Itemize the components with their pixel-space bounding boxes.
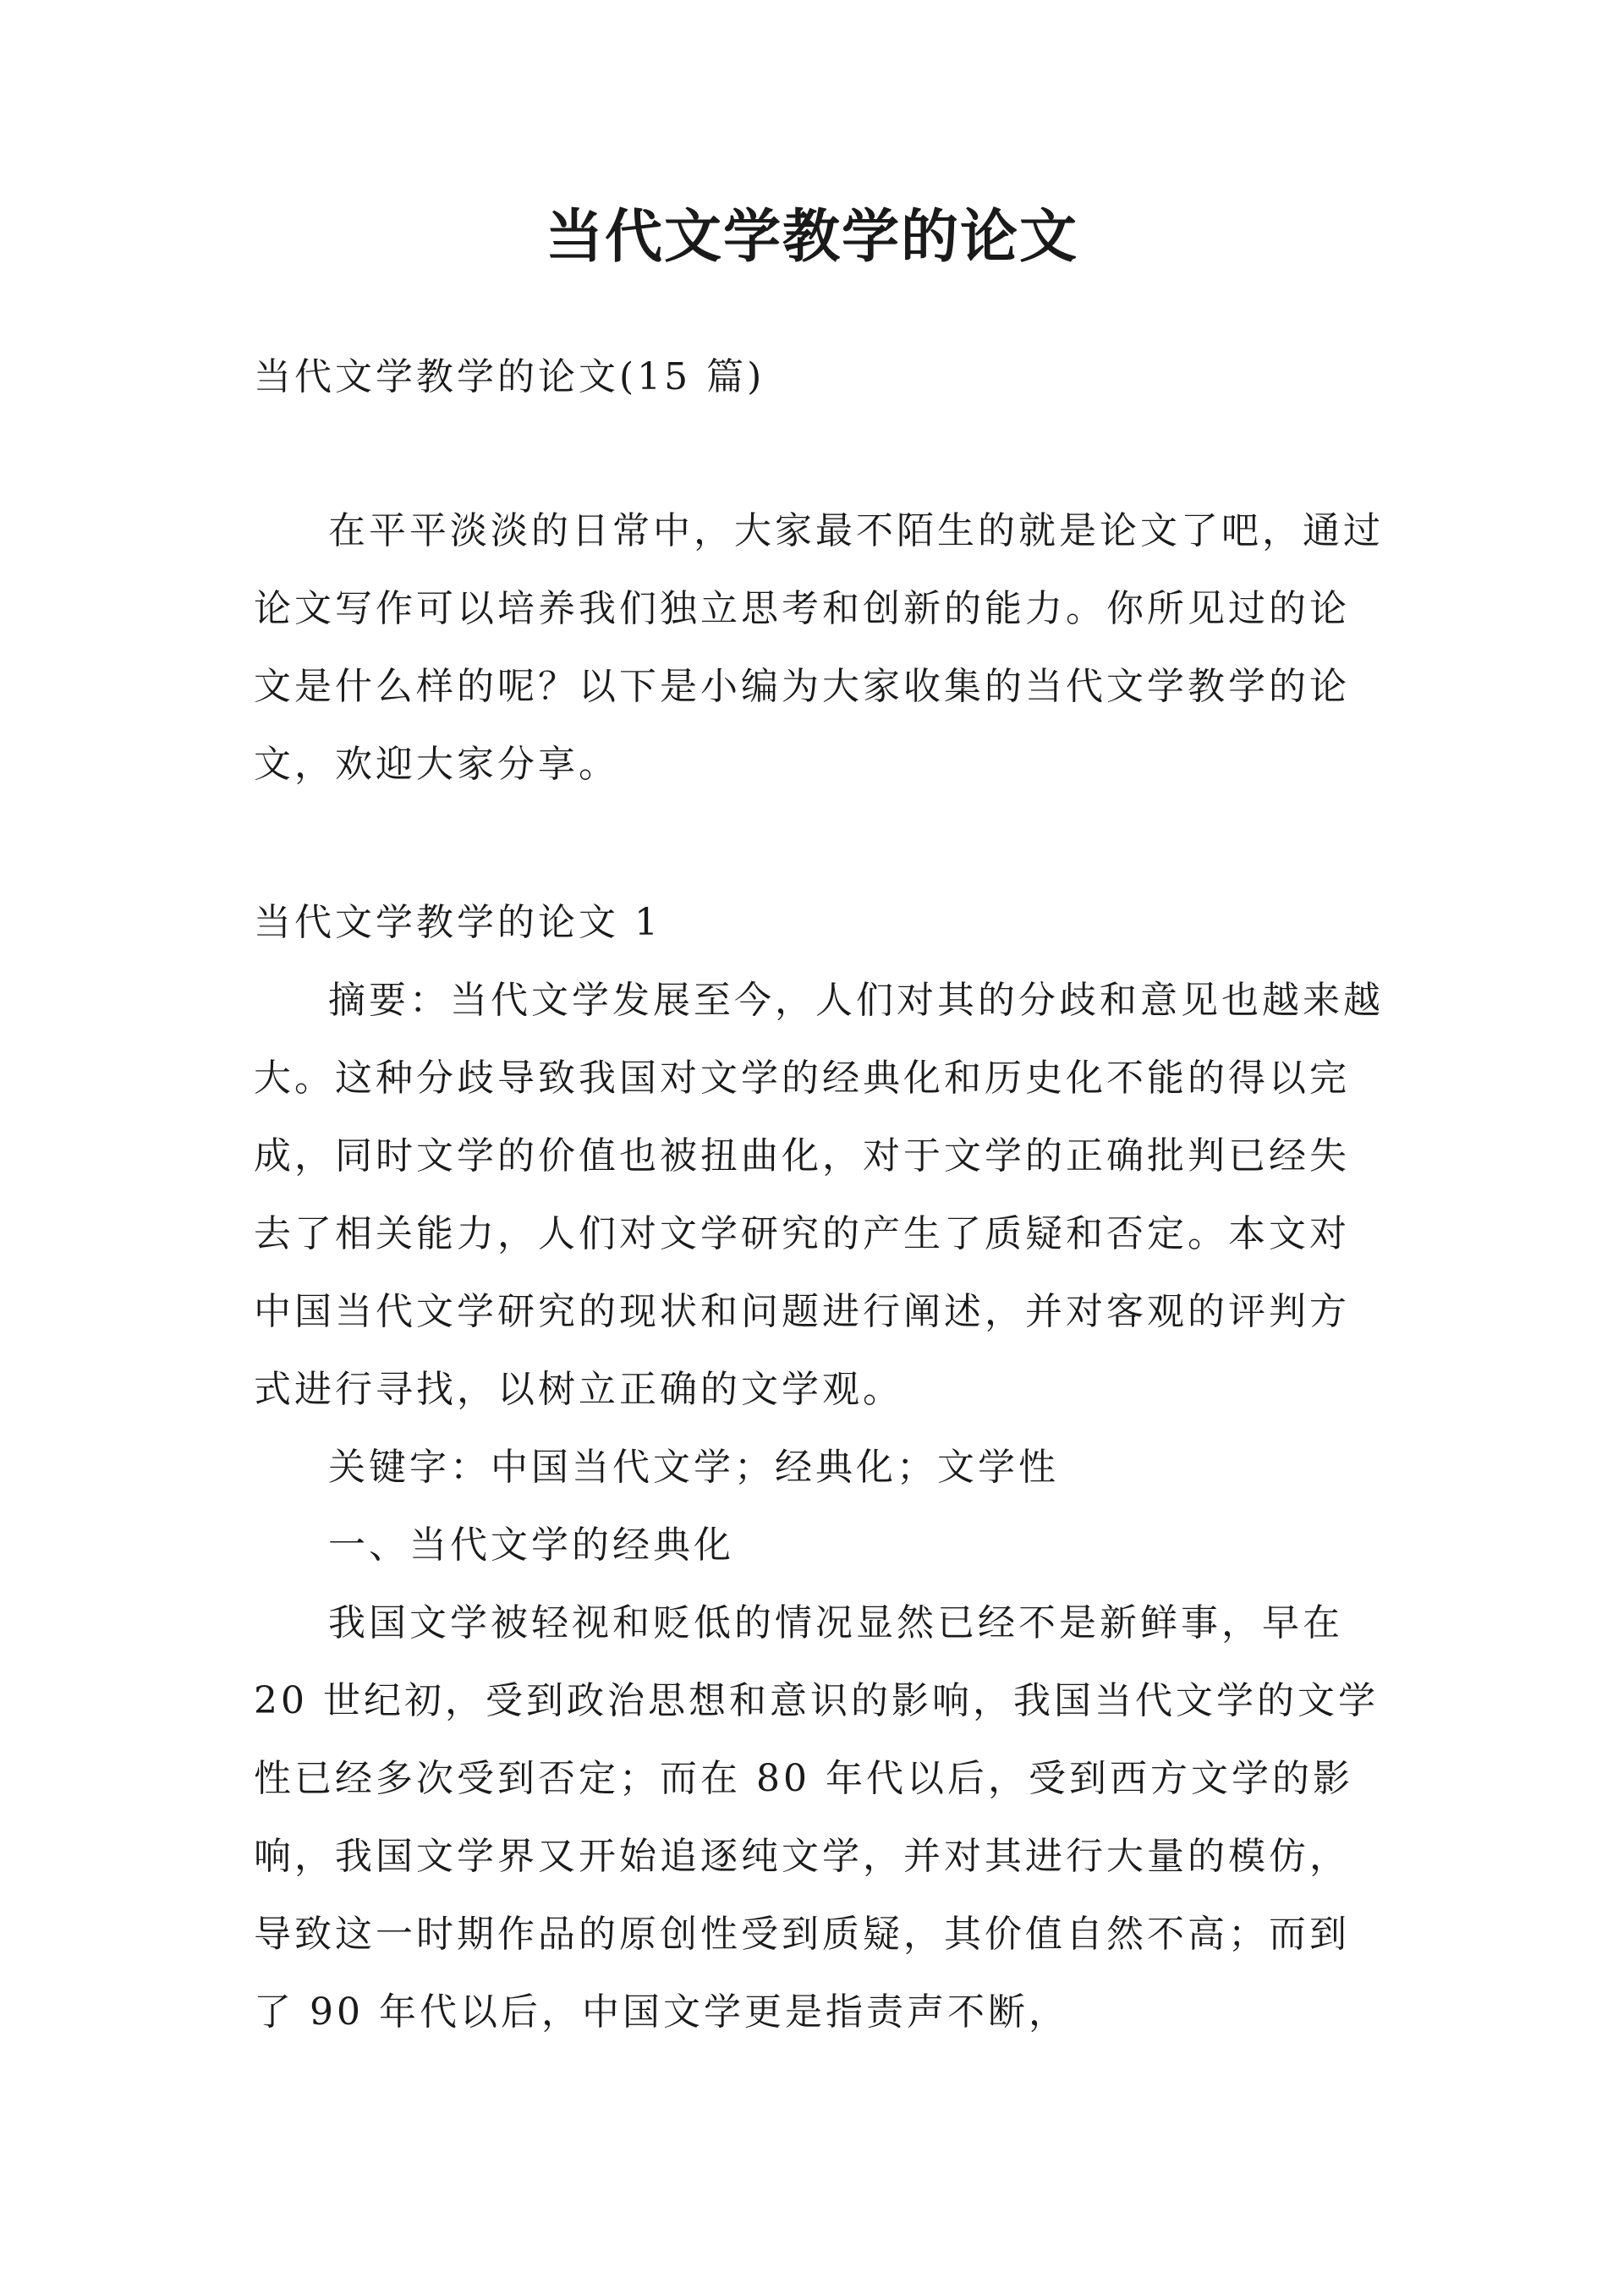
- document-body: [254, 338, 1387, 2051]
- document-title: 当代文学教学的论文: [545, 204, 1078, 271]
- keywords-line: 关键字：中国当代文学；经典化；文学性: [328, 1446, 1059, 1489]
- document-subtitle: 当代文学教学的论文(15 篇): [254, 355, 765, 398]
- body-paragraph: 我国文学被轻视和贬低的情况显然已经不是新鲜事，早在 20 世纪初，受到政治思想和意识的影响，我国当代文学的文学性已经多次受到否定；而在 80 年代以后，受到西方文学的影响，我国文学界又开始追逐纯文学，并对其进行大量的模仿，导致这一时期作品的原创性受到质疑，其价值自然不高；而到了 90 年代以后，中国文学更是指责声不断，: [254, 1601, 1379, 2034]
- abstract-paragraph: 摘要：当代文学发展至今，人们对其的分歧和意见也越来越大。这种分歧导致我国对文学的经典化和历史化不能的得以完成，同时文学的价值也被扭曲化，对于文学的正确批判已经失去了相关能力，人们对文学研究的产生了质疑和否定。本文对中国当代文学研究的现状和问题进行阐述，并对客观的评判方式进行寻找，以树立正确的文学观。: [254, 979, 1384, 1411]
- intro-paragraph: 在平平淡淡的日常中，大家最不陌生的就是论文了吧，通过论文写作可以培养我们独立思考和创新的能力。你所见过的论文是什么样的呢？以下是小编为大家收集的当代文学教学的论文，欢迎大家分享。: [254, 509, 1384, 786]
- section-heading: 当代文学教学的论文 1: [254, 901, 661, 944]
- subsection-heading: 一、当代文学的经典化: [328, 1524, 734, 1567]
